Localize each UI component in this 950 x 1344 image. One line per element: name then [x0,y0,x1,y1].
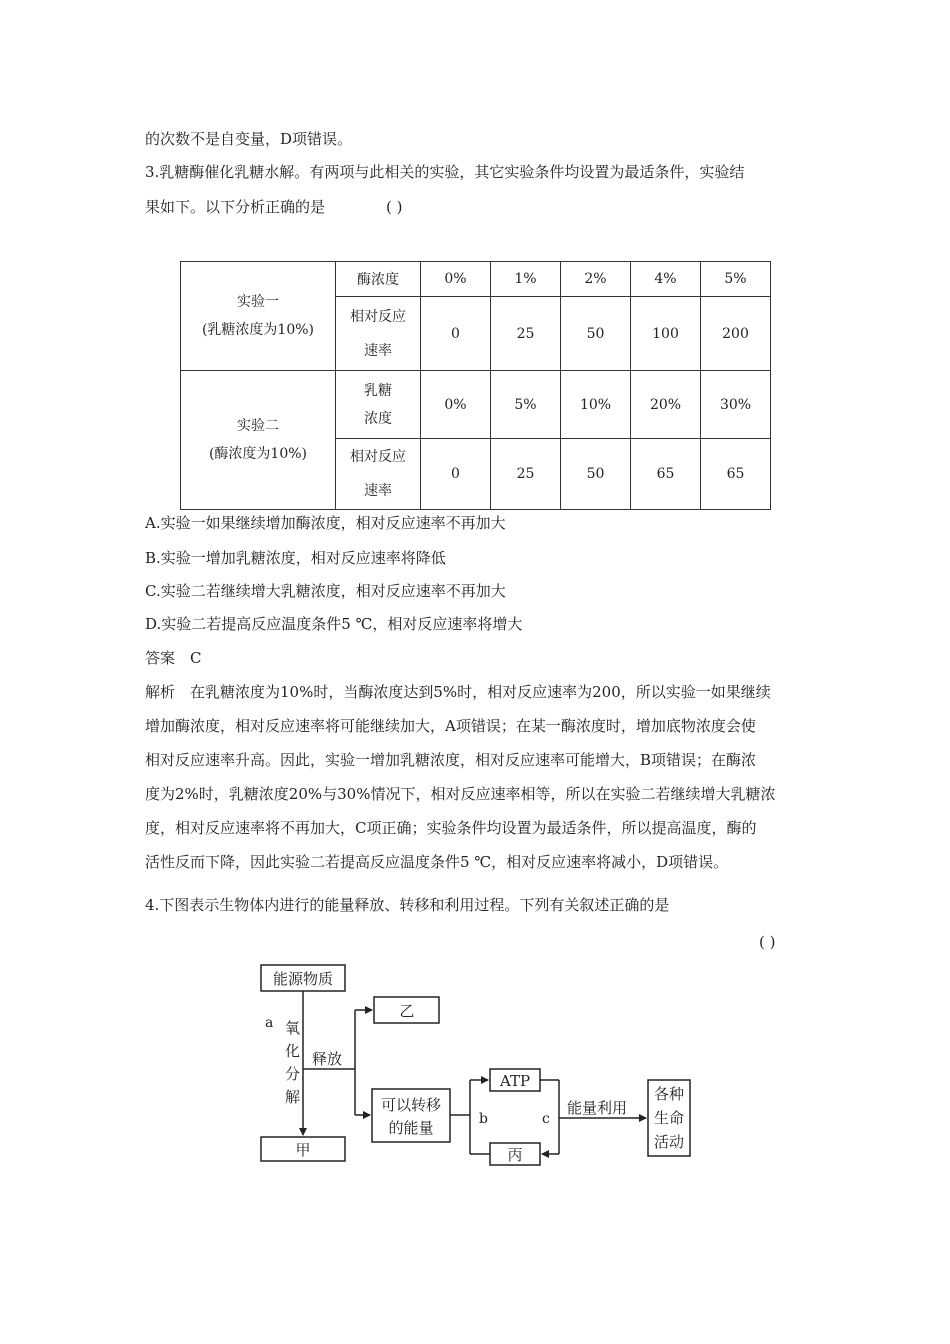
option-b: B.实验一增加乳糖浓度，相对反应速率将降低 [145,549,446,567]
table-cell: 5% [491,371,561,439]
table-cell: 65 [701,439,771,510]
analysis-line: 解析 在乳糖浓度为10%时，当酶浓度达到5%时，相对反应速率为200，所以实验一如果继续 [145,683,771,701]
analysis-line: 增加酶浓度，相对反应速率将可能继续加大，A项错误；在某一酶浓度时，增加底物浓度会使 [145,717,756,735]
exp1-row1-label: 酶浓度 [336,262,421,297]
release-label: 释放 [312,1050,343,1068]
table-cell: 0 [421,439,491,510]
option-d: D.实验二若提高反应温度条件5 ℃，相对反应速率将增大 [145,615,523,633]
answer-paren: ( ) [759,933,776,951]
table-cell: 50 [561,297,631,371]
oxidize-char: 氧 [285,1019,301,1037]
table-cell: 20% [631,371,701,439]
exp2-condition: (酶浓度为10%) [208,446,308,462]
table-cell: 0 [421,297,491,371]
question-4-stem: 4.下图表示生物体内进行的能量释放、转移和利用过程。下列有关叙述正确的是 [145,896,670,914]
transferable-label-1: 可以转移 [380,1096,442,1114]
table-cell: 1% [491,262,561,297]
label-line: 速率 [364,483,392,499]
yi-label: 乙 [399,1002,415,1020]
text-line: 的次数不是自变量，D项错误。 [145,130,353,148]
table-cell: 65 [631,439,701,510]
oxidize-char: 分 [285,1065,301,1083]
label-line: 浓度 [364,410,392,427]
question-3-stem: 3.乳糖酶催化乳糖水解。有两项与此相关的实验，其它实验条件均设置为最适条件，实验结 [145,163,745,181]
analysis-line: 相对反应速率升高。因此，实验一增加乳糖浓度，相对反应速率可能增大，B项错误；在酶浓 [145,751,757,769]
table-cell: 25 [491,297,561,371]
oxidize-char: 化 [285,1042,301,1060]
oxidize-char: 解 [285,1088,301,1106]
table-cell: 50 [561,439,631,510]
table-cell: 10% [561,371,631,439]
option-a: A.实验一如果继续增加酶浓度，相对反应速率不再加大 [145,514,506,532]
atp-label: ATP [499,1072,531,1090]
exp1-condition: (乳糖浓度为10%) [201,322,315,338]
table-cell: 0% [421,371,491,439]
table-cell: 0% [421,262,491,297]
table-cell: 2% [561,262,631,297]
analysis-line: 度为2%时，乳糖浓度20%与30%情况下，相对反应速率相等，所以在实验二若继续增大乳糖浓 [145,785,776,803]
answer-paren: ( ) [386,198,403,216]
bing-label: 丙 [507,1146,523,1164]
answer: 答案 C [145,649,202,667]
label-line: 速率 [364,342,392,359]
analysis-line: 度，相对反应速率将不再加大，C项正确；实验条件均设置为最适条件，所以提高温度，酶的 [145,819,757,837]
life-label-1: 各种 [653,1085,685,1103]
label-a: a [265,1015,274,1031]
exp1-name: 实验一 [237,294,279,310]
exp2-name: 实验二 [237,418,279,434]
life-label-2: 生命 [653,1109,685,1127]
table-cell: 25 [491,439,561,510]
label-line: 相对反应 [350,308,406,325]
energy-source-label: 能源物质 [272,970,334,988]
energy-use-label: 能量利用 [567,1099,628,1117]
table-cell: 30% [701,371,771,439]
option-c: C.实验二若继续增大乳糖浓度，相对反应速率不再加大 [145,582,506,600]
table-cell: 200 [701,297,771,371]
question-3-stem-cont: 果如下。以下分析正确的是 [145,198,326,216]
table-cell: 4% [631,262,701,297]
label-b: b [479,1111,488,1127]
table-cell: 5% [701,262,771,297]
label-line: 乳糖 [364,382,392,399]
table-cell: 100 [631,297,701,371]
label-line: 相对反应 [350,449,406,465]
label-c: c [542,1111,550,1127]
analysis-line: 活性反而下降，因此实验二若提高反应温度条件5 ℃，相对反应速率将减小，D项错误。 [145,853,729,871]
jia-label: 甲 [295,1141,311,1159]
life-label-3: 活动 [653,1133,685,1151]
transferable-label-2: 的能量 [388,1119,434,1137]
